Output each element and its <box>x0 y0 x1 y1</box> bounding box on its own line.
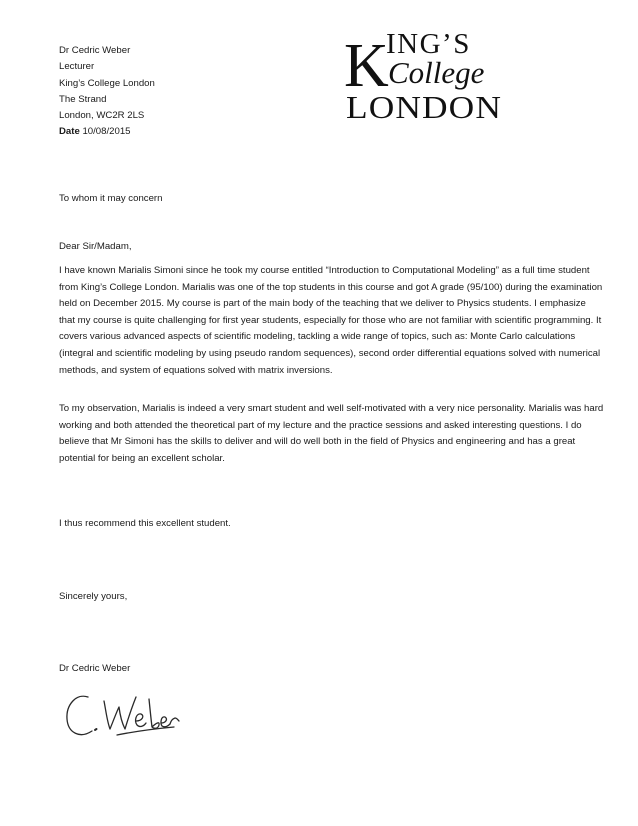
paragraph-line: To my observation, Marialis is indeed a very smart student and well self-motivated with a very nice personality. Marialis was hard <box>59 403 604 414</box>
logo-college: College <box>388 55 485 90</box>
paragraph-line: from King’s College London. Marialis was one of the top students in this course and got A grade (95/100) during the examination <box>59 281 603 293</box>
closing-line <box>59 589 579 606</box>
salutation-line <box>59 239 579 256</box>
paragraph-line: (integral and scientific modeling by using pseudo random sequences), second order differential equations solved with numerical <box>59 347 601 359</box>
logo-london: LONDON <box>346 89 502 121</box>
paragraph-line: working and both attended the theoretical part of my lecture and the practice sessions and asked interesting questions. I do <box>59 419 582 431</box>
sender-name: Dr Cedric Weber <box>59 45 131 56</box>
handwritten-signature <box>62 683 182 747</box>
recipient-line <box>59 191 579 208</box>
paragraph-line: I have known Marialis Simoni since he took my course entitled “Introduction to Computational Modeling” as a full time student <box>59 265 590 276</box>
sender-title: Lecturer <box>59 61 95 73</box>
kings-college-london-logo <box>344 25 504 121</box>
body-paragraph-1 <box>59 263 603 379</box>
date-label: Date <box>59 126 80 138</box>
letter-date <box>59 124 155 140</box>
date-value: 10/08/2015 <box>82 126 131 138</box>
salutation-text: Dear Sir/Madam, <box>59 241 132 252</box>
paragraph-line: believe that Mr Simoni has the skills to deliver and will do well both in the field of Physics and engineering and has a great <box>59 436 576 448</box>
signatory-name: Dr Cedric Weber <box>59 663 131 674</box>
paragraph-line: methods, and system of equations solved with matrix inversions. <box>59 364 333 376</box>
closing-text: Sincerely yours, <box>59 591 128 602</box>
paragraph-line: that my course is quite challenging for first year students, especially for those who are not familiar with scientific programming. It <box>59 314 602 326</box>
logo-initial-k: K <box>344 32 389 100</box>
signatory-line <box>59 661 579 678</box>
paragraph-line: covers various advanced aspects of scientific modeling, tackling a wide range of topics, such as: Monte Carlo calculations <box>59 331 576 343</box>
logo-wordmark <box>344 25 504 121</box>
body-paragraph-2 <box>59 401 604 467</box>
signature-drawing <box>62 683 182 747</box>
paragraph-line: potential for being an excellent scholar. <box>59 452 225 464</box>
sender-city: London, WC2R 2LS <box>59 110 145 122</box>
recommendation-text: I thus recommend this excellent student. <box>59 518 231 529</box>
sender-institution: King’s College London <box>59 77 155 89</box>
recommendation-line <box>59 516 579 533</box>
recipient-text: To whom it may concern <box>59 193 163 204</box>
sender-street: The Strand <box>59 93 107 105</box>
logo-kings: ING’S <box>386 28 471 60</box>
paragraph-line: held on December 2015. My course is part of the main body of the teaching that we deliver to Physics students. I emphasize <box>59 298 586 310</box>
sender-address-block <box>59 43 155 141</box>
